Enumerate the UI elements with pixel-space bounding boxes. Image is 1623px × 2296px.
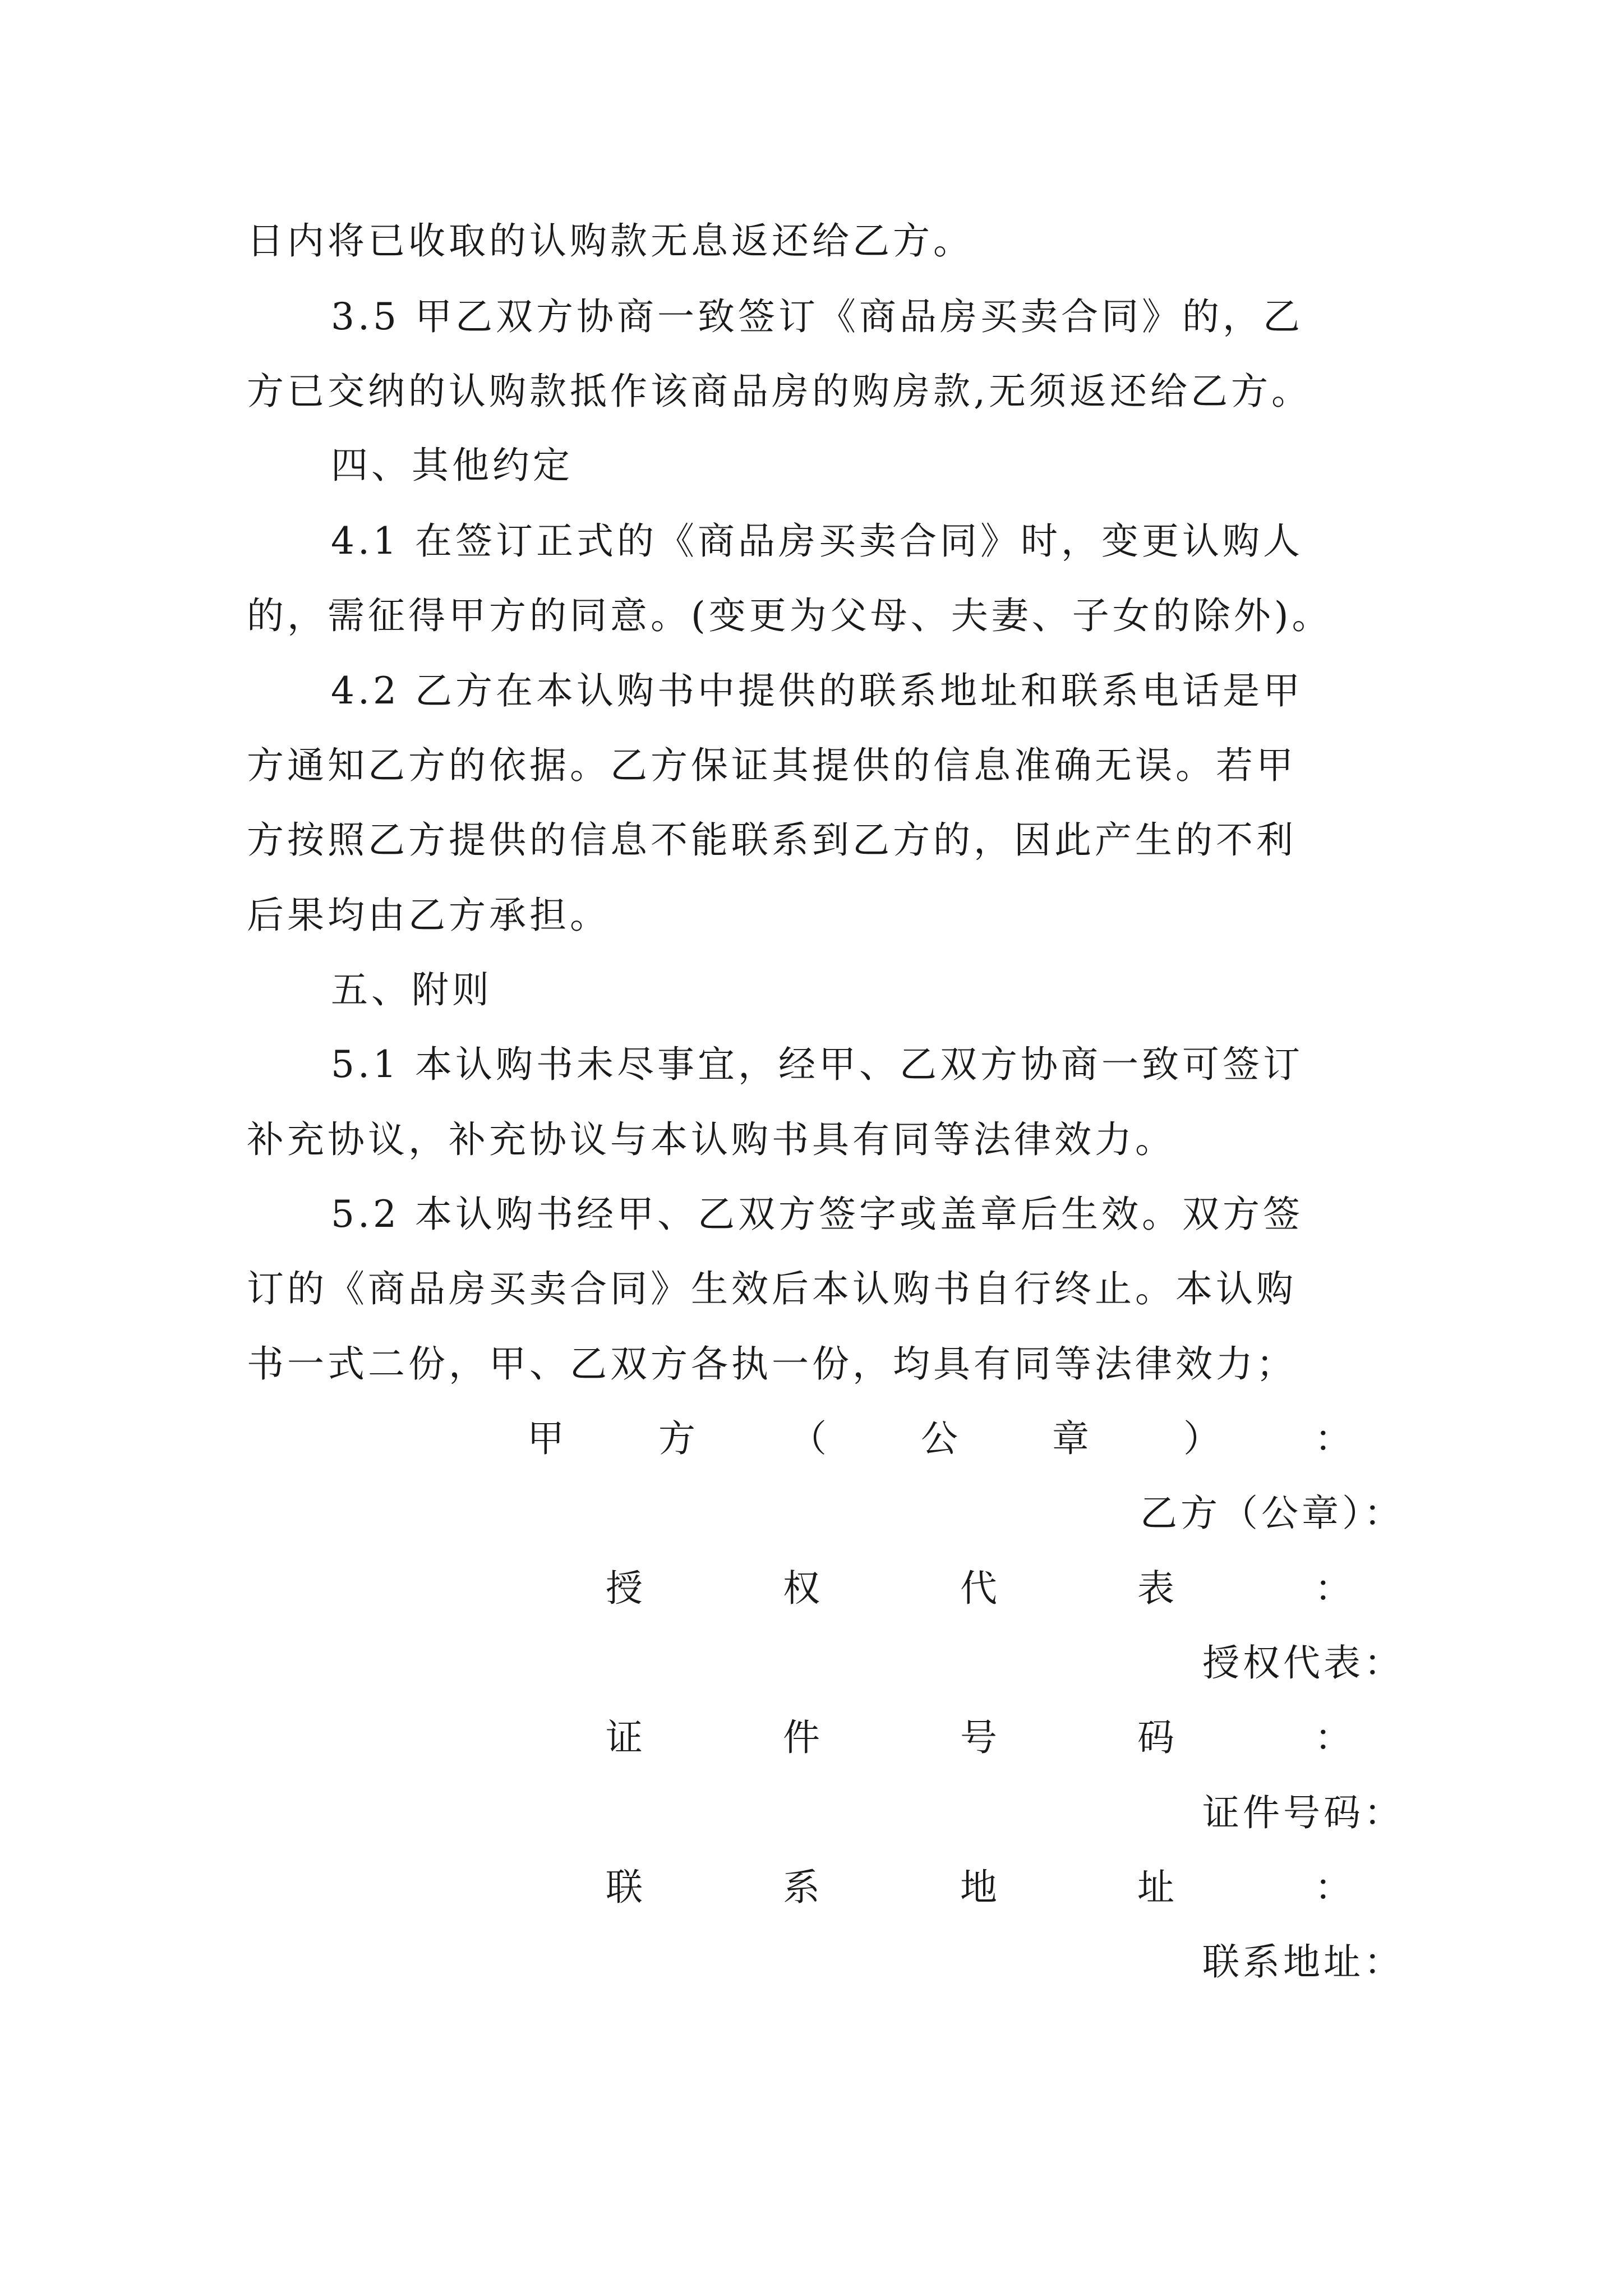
clause-4-1-line-1: 4.1 在签订正式的《商品房买卖合同》时，变更认购人 xyxy=(331,519,1303,563)
clause-4-2-line-3: 方按照乙方提供的信息不能联系到乙方的，因此产生的不利 xyxy=(247,818,1297,862)
party-a-id-number-label xyxy=(606,1715,1352,1760)
label-char: 地 xyxy=(960,1866,997,1909)
clause-3-5-line-1: 3.5 甲乙双方协商一致签订《商品房买卖合同》的，乙 xyxy=(331,295,1303,338)
paragraph-line-1: 日内将已收取的认购款无息返还给乙方。 xyxy=(247,219,974,263)
label-char: 授 xyxy=(606,1567,643,1610)
clause-5-1-line-1: 5.1 本认购书未尽事宜，经甲、乙双方协商一致可签订 xyxy=(331,1043,1303,1086)
label-char: 证 xyxy=(606,1716,643,1759)
label-char: 表 xyxy=(1137,1567,1174,1610)
label-char: ） xyxy=(1183,1417,1220,1460)
label-char: 件 xyxy=(783,1716,820,1759)
label-char: 系 xyxy=(783,1866,820,1909)
label-char: 权 xyxy=(783,1567,820,1610)
party-b-address-label: 联系地址： xyxy=(1202,1940,1404,1984)
label-char: 章 xyxy=(1052,1417,1089,1460)
label-char: 号 xyxy=(960,1716,997,1759)
label-char: ： xyxy=(1315,1716,1352,1759)
party-b-seal-label: 乙方（公章）： xyxy=(1140,1492,1404,1535)
section-heading-other-terms: 四、其他约定 xyxy=(331,444,573,487)
party-a-seal-label xyxy=(527,1416,1352,1461)
clause-4-1-line-2: 的，需征得甲方的同意。(变更为父母、夫妻、子女的除外)。 xyxy=(247,594,1332,637)
clause-5-2-line-3: 书一式二份，甲、乙双方各执一份，均具有同等法律效力； xyxy=(247,1342,1297,1386)
clause-3-5-line-2: 方已交纳的认购款抵作该商品房的购房款,无须返还给乙方。 xyxy=(247,370,1312,413)
clause-5-2-line-1: 5.2 本认购书经甲、乙双方签字或盖章后生效。双方签 xyxy=(331,1193,1303,1236)
label-char: ： xyxy=(1315,1866,1352,1909)
label-char: ： xyxy=(1315,1567,1352,1610)
label-char: 甲 xyxy=(527,1417,564,1460)
label-char: 方 xyxy=(658,1417,695,1460)
clause-4-2-line-1: 4.2 乙方在本认购书中提供的联系地址和联系电话是甲 xyxy=(331,669,1303,712)
clause-5-2-line-2: 订的《商品房买卖合同》生效后本认购书自行终止。本认购 xyxy=(247,1267,1297,1310)
label-char: （ xyxy=(790,1417,827,1460)
party-a-address-label xyxy=(606,1865,1352,1910)
label-char: ： xyxy=(1315,1417,1352,1460)
party-a-representative-label xyxy=(606,1566,1352,1611)
clause-4-2-line-2: 方通知乙方的依据。乙方保证其提供的信息准确无误。若甲 xyxy=(247,744,1297,787)
label-char: 联 xyxy=(606,1866,643,1909)
label-char: 址 xyxy=(1137,1866,1174,1909)
clause-4-2-line-4: 后果均由乙方承担。 xyxy=(247,894,610,937)
label-char: 码 xyxy=(1137,1716,1174,1759)
label-char: 公 xyxy=(921,1417,958,1460)
party-b-id-number-label: 证件号码： xyxy=(1202,1791,1404,1834)
section-heading-supplementary: 五、附则 xyxy=(331,968,492,1011)
party-b-representative-label: 授权代表： xyxy=(1202,1641,1404,1685)
clause-5-1-line-2: 补充协议，补充协议与本认购书具有同等法律效力。 xyxy=(247,1118,1175,1161)
label-char: 代 xyxy=(960,1567,997,1610)
